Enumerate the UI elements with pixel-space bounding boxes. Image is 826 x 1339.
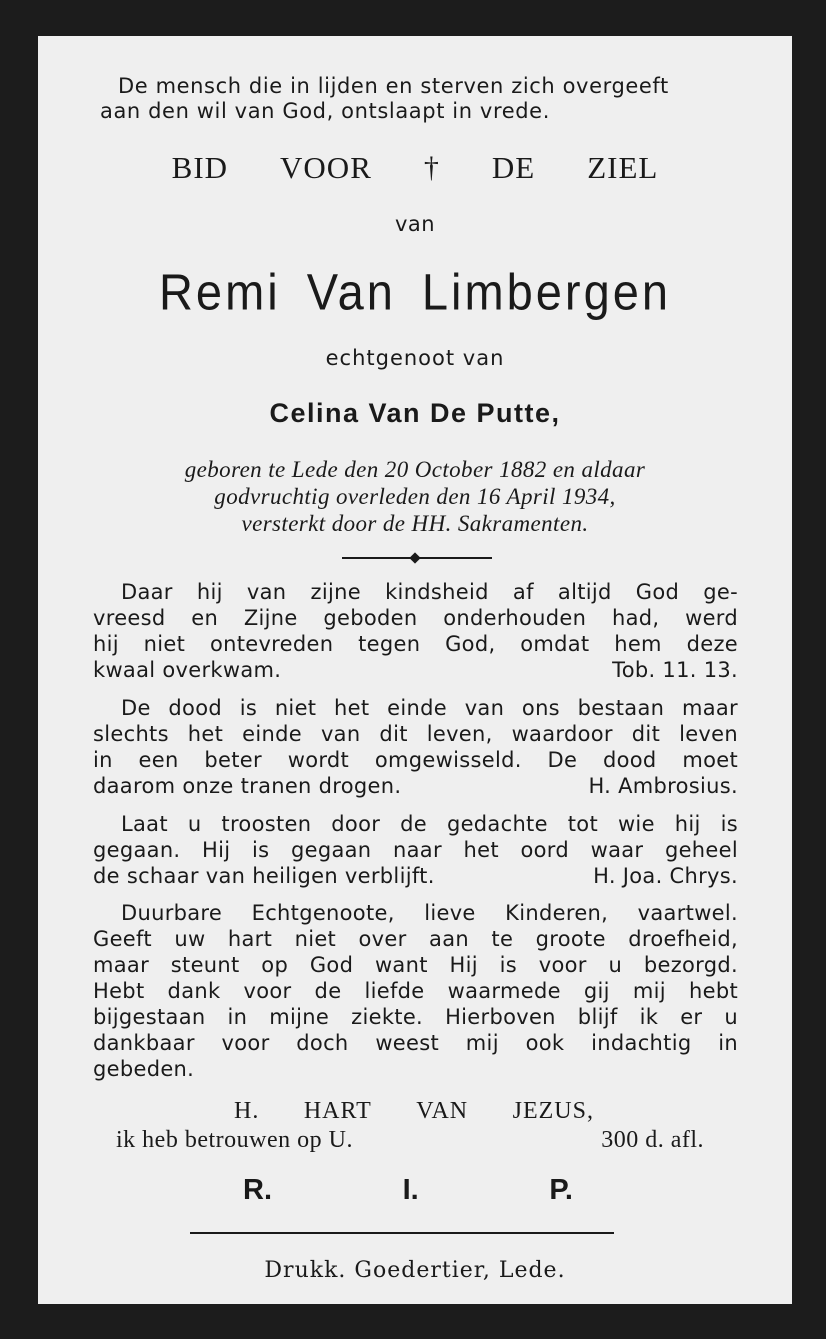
paragraph-text: de schaar van heiligen verblijft. [93,864,435,888]
heading-word: ZIEL [587,150,659,185]
invocation-line [116,1127,704,1154]
quote-source: H. Ambrosius. [588,774,738,798]
paragraph-line: hij niet ontevreden tegen God, omdat hem deze [93,632,738,656]
deceased-name: Remi Van Limbergen [158,262,671,321]
invocation-text: ik heb betrouwen op U. [116,1127,353,1153]
paragraph-last-line [93,1056,738,1082]
ornament-divider [342,557,492,559]
rip-letter: I. [402,1174,419,1206]
details-line: geboren te Lede den 20 October 1882 en aldaar [184,457,646,482]
heading-word: DE [491,150,536,185]
bottom-rule [190,1232,614,1234]
paragraph-line: gegaan. Hij is gegaan naar het oord waar geheel [93,838,738,862]
quote-source: Tob. 11. 13. [612,658,738,682]
details-line: versterkt door de HH. Sakramenten. [241,511,589,536]
spouse-name: Celina Van De Putte, [269,398,561,428]
details-line: godvruchtig overleden den 16 April 1934, [214,484,616,509]
scripture-paragraph [93,811,738,889]
diamond-icon [409,552,420,563]
intro-text [100,74,752,124]
paragraph-last-line [93,657,738,683]
paragraph-line: maar steunt op God want Hij is voor u bezorgd. [93,953,738,977]
paragraph-line: Duurbare Echtgenoote, lieve Kinderen, vaartwel. [121,901,738,925]
paragraph-line: De dood is niet het einde van ons bestaan maar [121,696,738,720]
paragraph-line: vreesd en Zijne geboden onderhouden had, werd [93,606,738,630]
paragraph-line: dankbaar voor doch weest mij ook indachtig in [93,1031,738,1055]
heading-word: VOOR [280,150,372,185]
paragraph-line: slechts het einde van dit leven, waardoor dit leven [93,722,738,746]
invocation-word: HART [303,1098,372,1124]
card-paper [38,36,792,1304]
intro-line: aan den wil van God, ontslaapt in vrede. [100,99,550,123]
birth-death-details [38,456,792,537]
rip-letter: R. [243,1174,272,1206]
quote-source: H. Joa. Chrys. [593,864,738,888]
heading-word: BID [171,150,229,185]
indulgence-note: 300 d. afl. [601,1127,704,1153]
paragraph-text: daarom onze tranen drogen. [93,774,402,798]
printer-credit: Drukk. Goedertier, Lede. [264,1258,566,1283]
paragraph-last-line [93,773,738,799]
paragraph-line: Hebt dank voor de liefde waarmede gij mij hebt [93,979,738,1003]
paragraph-line: Daar hij van zijne kindsheid af altijd God ge- [121,580,738,604]
cross-icon: † [423,151,440,184]
prayer-heading [38,148,792,188]
scripture-paragraph [93,695,738,799]
invocation-word: H. [234,1098,260,1124]
farewell-paragraph [93,900,738,1082]
invocation-word: JEZUS, [512,1098,594,1124]
rip-letter: P. [549,1174,573,1206]
spouse-label: echtgenoot van [325,346,505,370]
paragraph-line: Geeft uw hart niet over aan te groote droefheid, [93,927,738,951]
paragraph-text: gebeden. [93,1057,195,1081]
paragraph-text: kwaal overkwam. [93,658,282,682]
paragraph-line: Laat u troosten door de gedachte tot wie hij is [121,812,738,836]
invocation-heading [234,1098,594,1125]
paragraph-line: bijgestaan in mijne ziekte. Hierboven blijf ik er u [93,1005,738,1029]
intro-line: De mensch die in lijden en sterven zich overgeeft [118,74,669,98]
rip-letters [243,1174,573,1207]
paragraph-line: in een beter wordt omgewisseld. De dood moet [93,748,738,772]
scripture-paragraph [93,579,738,683]
invocation-word: VAN [416,1098,469,1124]
van-label: van [394,212,436,236]
paragraph-last-line [93,863,738,889]
